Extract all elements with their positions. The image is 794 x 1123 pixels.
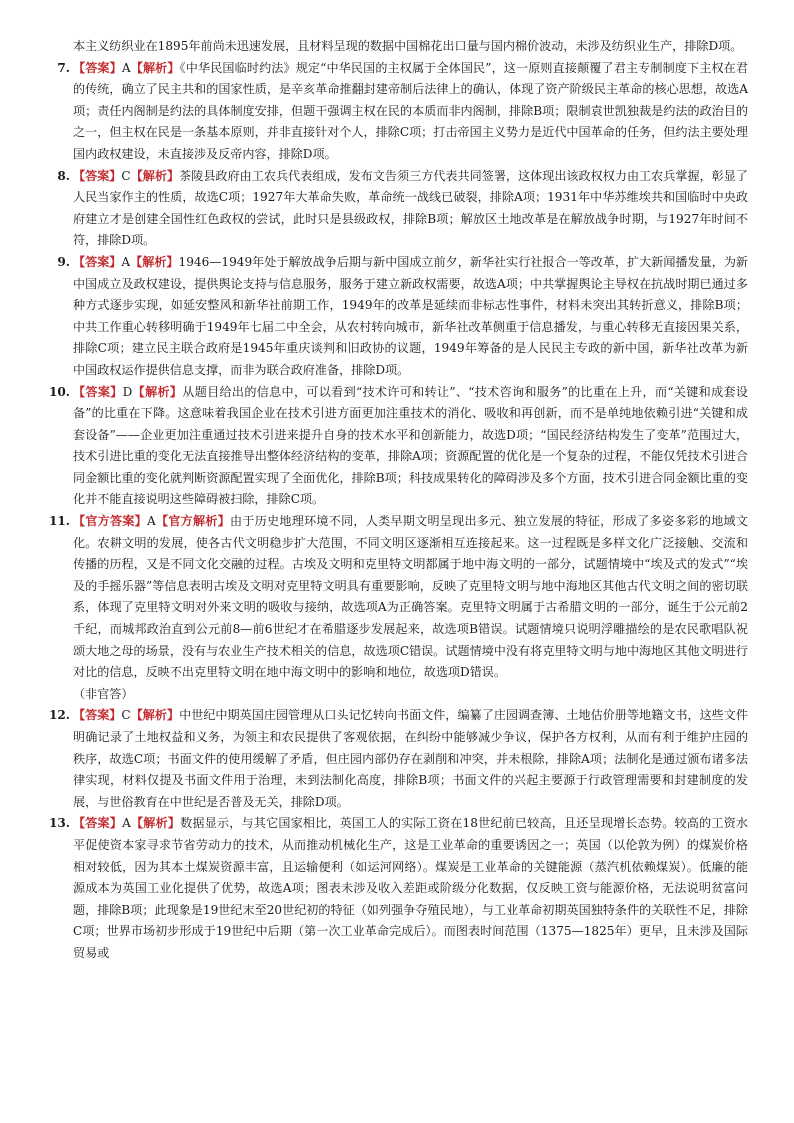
analysis-text: 1946—1949年处于解放战争后期与新中国成立前夕，新华社实行社报合一等改革，扩大新闻播发量，为新中国成立及政权建设，提供舆论支持与信息服务，服务于建立新政权需要，故选A项；中共掌握舆论主导权在抗战时期已通过多种方式逐步实现，如延安整风和新华社前期工作，1949年的改革是延续而非标志性事件，材料未突出其转折意义，排除B项；中共工作重心转移明确于1949年七届二中全会，从农村转向城市，新华社改革侧重于信息播发，与重心转移无直接因果关系，排除C项；建立民主联合政府是1945年重庆谈判和旧政协的议题，1949年筹备的是人民民主专政的新中国，新华社改革为新中国政权运作提供信息支撑，而非为联合政府准备，排除D项。 [73,254,749,377]
answer-tag: 【答案】 [73,384,123,399]
analysis-tag: 【解析】 [132,384,183,399]
analysis-tag: 【解析】 [130,60,180,75]
answer-key: A [121,60,131,75]
item-number: 9. [57,254,70,269]
answer-key: A [147,514,156,529]
answer-key: A [121,254,131,269]
analysis-tag: 【解析】 [130,168,180,183]
answer-key: A [122,816,131,831]
official-answer-tag: 【官方答案】 [73,514,148,529]
answer-item-9 [48,252,748,382]
analysis-text: 从题目给出的信息中，可以看到“技术许可和转让”、“技术咨询和服务”的比重在上升，而“关键和成套设备”的比重在下降。这意味着我国企业在技术引进方面更加注重技术的消化、吸收和再创新，而不是单纯地依赖引进“关键和成套设备”——企业更加注重通过技术引进来提升自身的技术水平和创新能力，故选D项；“国民经济结构发生了变革”范围过大，技术引进比重的变化无法直接推导出整体经济结构的变革，排除A项；资源配置的优化是一个复杂的过程，不能仅凭技术引进合同金额比重的变化就判断资源配置实现了全面优化，排除B项；科技成果转化的障碍涉及多个方面，技术引进合同金额比重的变化并不能直接说明这些障碍被扫除，排除C项。 [73,384,748,507]
answer-tag: 【答案】 [73,168,122,183]
answer-text [48,36,748,965]
answer-item-11 [48,511,748,684]
analysis-text: 数据显示，与其它国家相比，英国工人的实际工资在18世纪前已较高，且还呈现增长态势。较高的工资水平促使资本家寻求节省劳动力的技术，从而推动机械化生产，这是工业革命的重要诱因之一；英国（以伦敦为例）的煤炭价格相对较低，因为其本土煤炭资源丰富，且运输便利（如运河网络）。煤炭是工业革命的关键能源（蒸汽机依赖煤炭）。低廉的能源成本为英国工业化提供了优势，故选A项；图表未涉及收入差距或阶级分化数据，仅反映工资与能源价格，无法说明贫富问题，排除B项；此现象是19世纪末至20世纪初的特征（如列强争夺殖民地），与工业革命初期英国独特条件的关联性不足，排除C项；世界市场初步形成于19世纪中后期（第一次工业革命完成后）。而图表时间范围（1375—1825年）更早，且未涉及国际贸易或 [73,816,748,960]
analysis-tag: 【解析】 [130,816,181,831]
continuation-paragraph: 本主义纺织业在1895年前尚未迅速发展，且材料呈现的数据中国棉花出口量与国内棉价波动，未涉及纺织业生产，排除D项。 [73,39,743,53]
item-number: 11. [48,514,70,529]
analysis-text: 茶陵县政府由工农兵代表组成，发布文告须三方代表共同签署，这体现出该政权权力由工农兵掌握，彰显了人民当家作主的性质，故选C项；1927年大革命失败，革命统一战线已破裂，排除A项；1931年中华苏维埃共和国临时中央政府建立才是创建全国性红色政权的尝试，此时只是县级政权，排除B项；解放区土地改革是在解放战争时期，与1927年时间不符，排除D项。 [73,168,748,248]
answer-item-10 [48,382,748,512]
item-number: 10. [48,384,70,399]
item-number: 12. [48,708,70,723]
analysis-text: 由于历史地理环境不同，人类早期文明呈现出多元、独立发展的特征，形成了多姿多彩的地域文化。农耕文明的发展，使各古代文明稳步扩大范围，不同文明区逐渐相互连接起来。这一过程既是多样文化广泛接触、交流和传播的历程，又是不同文化交融的过程。古埃及文明和克里特文明都属于地中海文明的一部分，试题情境中“埃及式的发式”“埃及的手摇乐器”等信息表明古埃及文明对克里特文明具有重要影响，反映了克里特文明与地中海地区其他古代文明之间的密切联系，体现了克里特文明对外来文明的吸收与接纳，故选项A为正确答案。克里特文明属于古希腊文明的一部分，诞生于公元前2千纪，而城邦政治直到公元前8—前6世纪才在希腊逐步发展起来，故选项B错误。试题情境只说明浮雕描绘的是农民歌唱队祝颂大地之母的场景，没有与农业生产技术相关的信息，故选项C错误。试题情境中没有将克里特文明与地中海地区其他文明进行对比的信息，反映不出克里特文明在地中海文明中的影响和地位，故选项D错误。 [73,514,748,680]
item-number: 13. [48,816,70,831]
analysis-text: 中世纪中期英国庄园管理从口头记忆转向书面文件，编纂了庄园调查簿、土地估价册等地籍文书，这些文件明确记录了土地权益和义务，为领主和农民提供了客观依据，在纠纷中能够减少争议，保护各方权利，从而有利于维护庄园的秩序，故选C项；书面文件的使用缓解了矛盾，但庄园内部仍存在剥削和冲突，并未根除，排除A项；法制化是通过颁布诸多法律实现，材料仅提及书面文件用于治理，未到法制化高度，排除B项；书面文件的兴起主要源于行政管理需要和封建制度的发展，与世俗教育在中世纪是否普及无关，排除D项。 [73,708,748,809]
answer-key: C [121,168,131,183]
answer-key: D [122,384,133,399]
answer-tag: 【答案】 [73,254,122,269]
item-number: 8. [57,168,70,183]
analysis-text: 《中华民国临时约法》规定“中华民国的主权属于全体国民”，这一原则直接颠覆了君主专制制度下主权在君的传统，确立了民主共和的国家性质，是辛亥革命推翻封建帝制后法律上的确认，体现了资产阶级民主革命的核心思想，故选A项；责任内阁制是约法的具体制度安排，但题干强调主权在民的本质而非内阁制，排除B项；限制袁世凯独裁是约法的政治目的之一，但主权在民是一条基本原则，并非直接针对个人，排除C项；打击帝国主义势力是近代中国革命的任务，但约法主要处理国内政权建设，未直接涉及反帝内容，排除D项。 [73,60,748,161]
answer-tag: 【答案】 [73,708,122,723]
answer-item-8 [48,166,748,252]
answer-tag: 【答案】 [73,60,122,75]
non-official-note: （非官答） [73,686,134,701]
answer-item-7 [48,58,748,166]
answer-tag: 【答案】 [73,816,123,831]
analysis-tag: 【解析】 [130,254,179,269]
official-analysis-tag: 【官方解析】 [155,514,231,529]
item-number: 7. [57,60,70,75]
answer-item-12 [48,705,748,813]
answer-key: C [121,708,131,723]
answer-item-13 [48,813,748,964]
analysis-tag: 【解析】 [130,708,180,723]
